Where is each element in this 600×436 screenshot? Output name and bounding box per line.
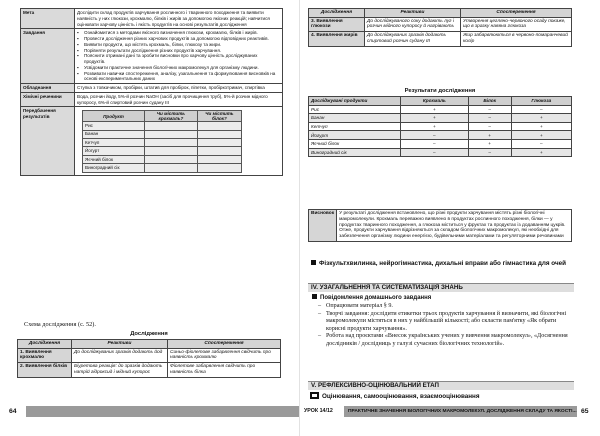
exp-header: Спостереження [168, 340, 281, 349]
conclusion-table [308, 209, 572, 242]
task-item: ▪ Порівняти результати дослідження різних продуктів харчування. [77, 48, 280, 54]
aim-row [21, 9, 283, 29]
exp-header: Реактиви [365, 9, 461, 18]
task-item: ▪ Виявити продукти, що містять крохмаль, білки, глюкозу та жири. [77, 42, 280, 48]
exp-header: Дослідження [309, 9, 365, 18]
exp-header: Спостереження [461, 9, 572, 18]
experiment-row: 3. Виявлення глюкози До досліджуваного соку додають луг і розчин мідного купоросу й нагрівають Утворення цегляно-червоного осаду покаже, що в зразку наявна глюкоза [309, 17, 572, 32]
task-item: ▪ Ознайомитися з методами якісного визначення глюкози, крохмалю, білків і жирів. [77, 30, 280, 36]
aim-head: Мета [21, 9, 75, 29]
predict-row: Виноградний сік [83, 164, 242, 172]
research-caption: Дослідження [130, 331, 168, 337]
predict-row: Кетчуп [83, 139, 242, 147]
predict-row: Йогурт [83, 147, 242, 155]
predict-cell[interactable] [145, 164, 198, 172]
section-heading: IV. УЗАГАЛЬНЕННЯ ТА СИСТЕМАТИЗАЦІЯ ЗНАНЬ [308, 283, 574, 292]
aim-text: Дослідити склад продуктів харчування рослинного і тваринного походження та виявити наявність у них глюкози, крохмалю, білків і жирів за допомогою якісних реакцій; навчитися оцінювати харчову цінність і якість продуктів на основі результатів дослідження [75, 9, 283, 29]
bullet-square-icon [312, 294, 317, 299]
predict-cell[interactable] [145, 139, 198, 147]
predict-cell[interactable] [145, 155, 198, 163]
page-number: 65 [581, 408, 589, 415]
predict-cell[interactable] [145, 122, 198, 130]
predict-row: Яєчний білок [83, 155, 242, 163]
prediction-row [21, 107, 283, 175]
predict-cell[interactable] [197, 164, 241, 172]
predict-cell[interactable] [145, 147, 198, 155]
homework-item: – Опрацювати матеріал § 9. [318, 303, 574, 311]
task-item: ▪ Усвідомити практичне значення біологічних макромолекул для організму людини. [77, 65, 280, 71]
fizkult-note: Фізкультхвилинка, нейрогімнастика, дихальні вправи або гімнастика для очей [311, 260, 573, 268]
results-row: Йогурт – + + [309, 131, 572, 140]
conclusion-text: У результаті дослідження встановлено, що різні продукти харчування містять різні біологічні макромолекули. Крохмаль переважно виявлено в продуктах рослинного походження, білки — у продуктах тваринного походження, а глюкоза міститься у фруктах та продуктах із додаванням цукрів. Отже, продукти харчування відрізняються за складом біологічних макромолекул, які необхідні для забезпечення організму людини енергією, будівельними матеріалами та регуляторними речовинами [337, 210, 572, 242]
experiment-row: 4. Виявлення жирів До досліджуваних зразків додають спиртовий розчин судану ІІІ Жир забарвлюються в червоно-помаранчевий колір [309, 32, 572, 47]
predict-header: Продукт [83, 111, 145, 122]
prediction-head: Передбачення результатів [21, 107, 75, 175]
predict-cell[interactable] [197, 147, 241, 155]
predict-cell[interactable] [197, 139, 241, 147]
homework-title: Повідомлення домашнього завдання [312, 294, 431, 301]
scheme-caption: Схема дослідження (с. 52). [24, 321, 96, 328]
task-item: ▪ Розвивати навички спостереження, аналізу, узагальнення та формулювання висновків на основі експериментальних даних [77, 71, 280, 83]
homework-item: – Творчі завдання: дослідити етикетки трьох продуктів харчування й визначити, які біологічні макромолекули містяться в них у найбільшій кількості; або скласти пам'ятку «Як обрати корисні продукти харчування». [318, 311, 574, 334]
page-number: 64 [9, 408, 17, 415]
predict-cell[interactable] [197, 130, 241, 138]
reagents-row [21, 92, 283, 107]
lesson-label: УРОК 14/12 [304, 408, 333, 414]
assessment-note: Оцінювання, самооцінювання, взаємооцінювання [310, 392, 574, 400]
experiment-row: 2. Виявлення білків Біуретова реакція: до зразків додають натрій гідроксид і мідний купорос Фіолетове забарвлення свідчить про наявність білка [18, 363, 281, 378]
bullet-square-icon [311, 260, 316, 265]
predict-row: Рис [83, 122, 242, 130]
predict-header: Чи містить крохмаль? [145, 111, 198, 122]
lesson-plan-table [20, 8, 283, 176]
homework-item: – Робота над проєктами «Внесок українських учених у вивчення макромолекул», «Досягнення дослідників / дослідниць у галузі сучасних біологічних технологій». [318, 333, 574, 348]
reagents-head: Хімічні реченини [21, 92, 75, 107]
homework-list [318, 303, 574, 348]
exp-header: Дослідження [18, 340, 72, 349]
experiment-row: 1. Виявлення крохмалю До досліджуваних зразків додають йод Синьо-фіолетове забарвлення свідчить про наявність крохмалю [18, 348, 281, 363]
predict-cell[interactable] [197, 122, 241, 130]
equipment-text: Ступка з товкачиком, пробірки, штатив для пробірок, піпетки, пробіркотримач, спиртівка [75, 84, 283, 93]
prediction-table [82, 110, 242, 172]
results-row: Рис + – – [309, 105, 572, 114]
results-header: Білок [468, 97, 511, 106]
section-heading: V. РЕФЛЕКСИВНО-ОЦІНЮВАЛЬНИЙ ЕТАП [308, 381, 574, 390]
left-footer [0, 406, 300, 417]
right-page [300, 0, 600, 436]
results-row: Банан + – + [309, 114, 572, 123]
equipment-head: Обладнання [21, 84, 75, 93]
results-row: Виноградний сік – – + [309, 148, 572, 157]
results-header: Досліджувані продукти [309, 97, 401, 106]
tasks-list [77, 30, 280, 82]
assessment-icon [310, 392, 319, 399]
experiments-table-1 [17, 339, 281, 378]
task-item: ▪ Провести дослідження різних харчових продуктів за допомогою відповідних реактивів. [77, 36, 280, 42]
results-caption: Результати дослідження [404, 88, 476, 94]
predict-row: Банан [83, 130, 242, 138]
experiments-table-2 [308, 8, 572, 47]
running-title: ПРАКТИЧНЕ ЗНАЧЕННЯ БІОЛОГІЧНИХ МАКРОМОЛЕКУЛ. ДОСЛІДЖЕННЯ СКЛАДУ ТА ЯКОСТІ... [348, 409, 577, 414]
results-header: Крохмаль [401, 97, 469, 106]
tasks-row [21, 29, 283, 84]
footer-bar [26, 406, 300, 417]
predict-cell[interactable] [197, 155, 241, 163]
reagents-text: Вода, розчин йоду, 5%-й розчин NaOH (засіб для прочищення труб), 5%-й розчин мідного купоросу, 6%-й спиртовий розчин судану ІІІ [75, 92, 283, 107]
predict-cell[interactable] [145, 130, 198, 138]
results-row: Кетчуп + – + [309, 122, 572, 131]
results-table [308, 96, 572, 157]
results-header: Глюкоза [511, 97, 571, 106]
right-footer [300, 406, 600, 417]
tasks-head: Завдання [21, 29, 75, 84]
results-row: Яєчний білок – + – [309, 139, 572, 148]
equipment-row [21, 84, 283, 93]
predict-header: Чи містить білок? [197, 111, 241, 122]
conclusion-head: Висновок [309, 210, 337, 242]
exp-header: Реактиви [72, 340, 168, 349]
task-item: ▪ Пояснити отримані дані та зробити висновки про харчову цінність досліджуваних продуктів. [77, 53, 280, 65]
